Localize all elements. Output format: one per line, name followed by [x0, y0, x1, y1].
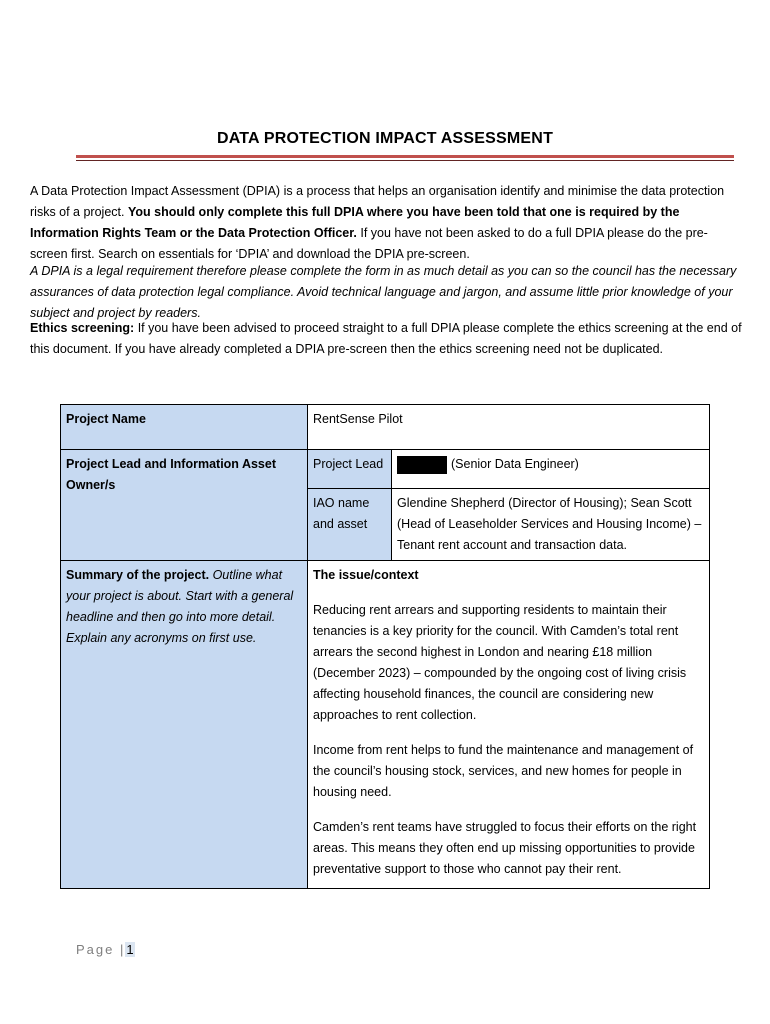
ethics-text: If you have been advised to proceed straight to a full DPIA please complete the ethics screening at the end of this document. If you have already completed a DPIA pre-screen then the ethics screening need not be duplicated.: [30, 321, 742, 356]
project-lead-label: Project Lead: [308, 450, 392, 489]
project-name-label: Project Name: [61, 405, 308, 450]
intro-paragraph-2: A DPIA is a legal requirement therefore please complete the form in as much detail as you can so the council has the necessary assurances of data protection legal compliance. Avoid technical language and jargon, and assume little prior knowledge of your subject and project by readers.: [30, 264, 737, 320]
redacted-name: [397, 456, 447, 474]
summary-hint: Outline what your project is about. Start with a general headline and then go into more detail. Explain any acronyms on first use.: [66, 568, 294, 645]
summary-label: Summary of the project.: [66, 568, 210, 582]
page-number: 1: [126, 942, 134, 957]
intro-emphasis: You should only complete this full DPIA where you have been told that one is required by the Information Rights Team or the Data Protection Officer.: [30, 205, 680, 240]
summary-value: [308, 561, 710, 889]
title-rule: [76, 155, 734, 158]
page-title: DATA PROTECTION IMPACT ASSESSMENT: [216, 130, 554, 147]
iao-label: IAO name and asset: [308, 489, 392, 561]
intro-text: A Data Protection Impact Assessment (DPIA) is a process that helps an organisation identify and minimise the data protection risks of a project.: [30, 184, 725, 219]
lead-label: Project Lead and Information Asset Owner/s: [61, 450, 308, 561]
page-label: Page: [76, 942, 115, 957]
project-lead-value: [392, 450, 710, 489]
iao-value: Glendine Shepherd (Director of Housing); Sean Scott (Head of Leaseholder Services and Housing Income) – Tenant rent account and transaction data.: [392, 489, 710, 561]
table-row: [61, 561, 710, 889]
table-row: [61, 450, 710, 489]
project-name-value: RentSense Pilot: [308, 405, 710, 450]
issue-paragraph-3: Camden’s rent teams have struggled to focus their efforts on the right areas. This means they often end up missing opportunities to provide preventative support to those who cannot pay their rent.: [313, 820, 697, 876]
project-details-table: [60, 404, 710, 889]
intro-paragraph-3: [30, 318, 742, 360]
summary-label-cell: [61, 561, 308, 889]
table-row: [61, 405, 710, 450]
issue-heading: The issue/context: [313, 568, 419, 582]
title-rule-thin: [76, 160, 734, 161]
issue-paragraph-2: Income from rent helps to fund the maintenance and management of the council’s housing stock, services, and new homes for people in housing need.: [313, 743, 694, 799]
ethics-label: Ethics screening:: [30, 321, 135, 335]
intro-text: If you have not been asked to do a full DPIA please do the pre-screen first. Search on essentials for ‘DPIA’ and download the DPIA pre-screen.: [30, 226, 708, 261]
page-separator: |: [120, 942, 126, 957]
page-footer: [76, 942, 135, 957]
intro-paragraph-1: [30, 181, 742, 265]
issue-paragraph-1: Reducing rent arrears and supporting residents to maintain their tenancies is a key priority for the council. With Camden’s total rent arrears the second highest in London and nearing £18 million (December 2023) – compounded by the ongoing cost of living crisis affecting household finances, the council are considering new approaches to rent collection.: [313, 603, 687, 722]
project-lead-role: (Senior Data Engineer): [451, 457, 579, 471]
